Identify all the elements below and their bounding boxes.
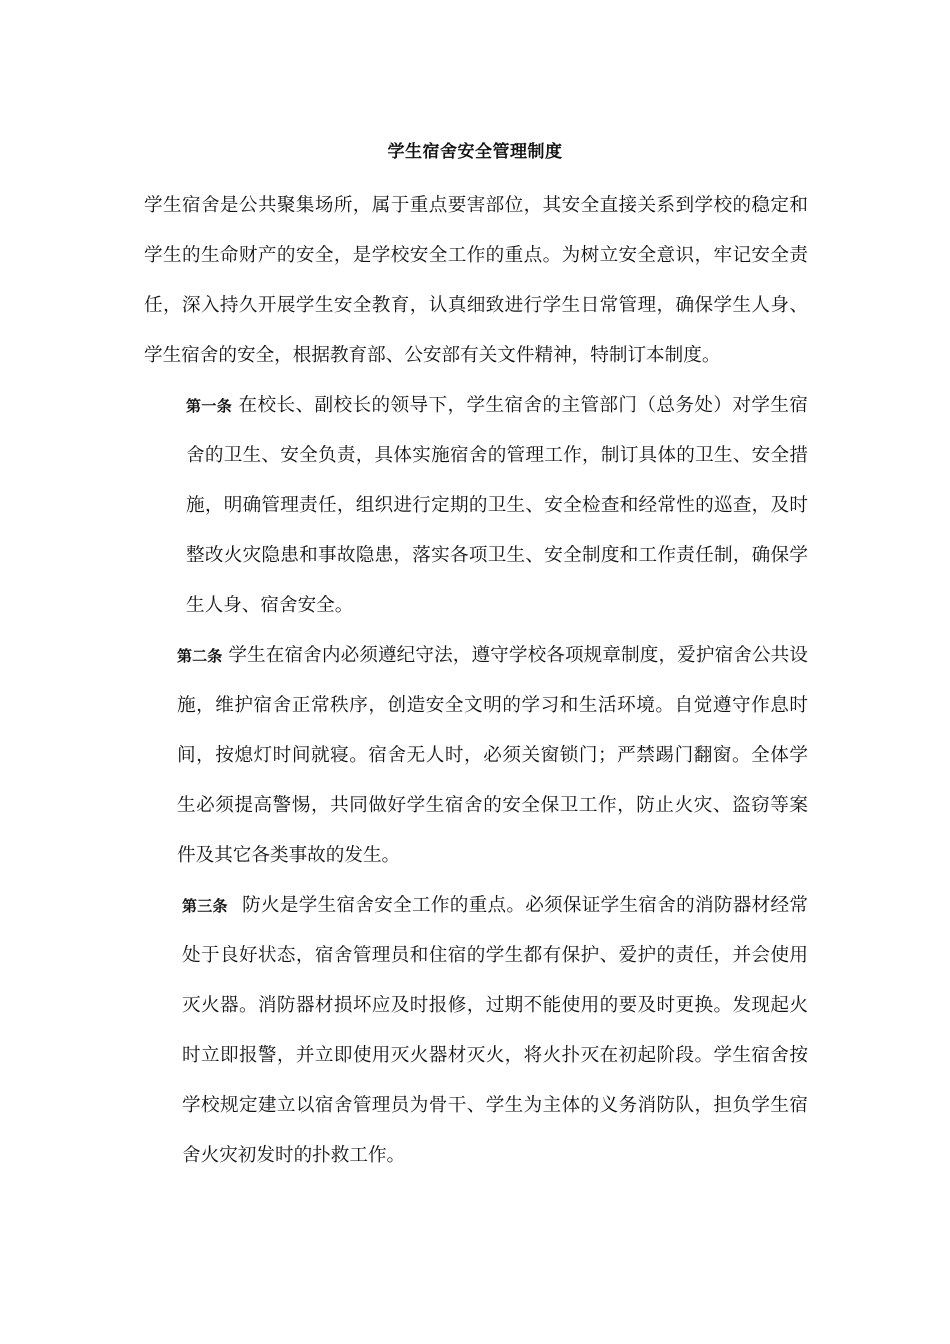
- article-1: [144, 381, 808, 631]
- document-body: [144, 181, 808, 1181]
- article-2-label: 第二条: [177, 647, 223, 665]
- article-3-text: 防火是学生宿舍安全工作的重点。必须保证学生宿舍的消防器材经常处于良好状态，宿舍管理员和住宿的学生都有保护、爱护的责任，并会使用灭火器。消防器材损坏应及时报修，过期不能使用的要及时更换。发现起火时立即报警，并立即使用灭火器材灭火，将火扑灭在初起阶段。学生宿舍按学校规定建立以宿舍管理员为骨干、学生为主体的义务消防队，担负学生宿舍火灾初发时的扑救工作。: [182, 895, 808, 1166]
- document-title: 学生宿舍安全管理制度: [387, 142, 563, 162]
- intro-paragraph: 学生宿舍是公共聚集场所，属于重点要害部位，其安全直接关系到学校的稳定和学生的生命财产的安全，是学校安全工作的重点。为树立安全意识，牢记安全责任，深入持久开展学生安全教育，认真细致进行学生日常管理，确保学生人身、学生宿舍的安全，根据教育部、公安部有关文件精神，特制订本制度。: [144, 195, 808, 366]
- article-1-text: 在校长、副校长的领导下，学生宿舍的主管部门（总务处）对学生宿舍的卫生、安全负责，具体实施宿舍的管理工作，制订具体的卫生、安全措施，明确管理责任，组织进行定期的卫生、安全检查和经常性的巡查，及时整改火灾隐患和事故隐患，落实各项卫生、安全制度和工作责任制，确保学生人身、宿舍安全。: [186, 395, 808, 616]
- article-1-label: 第一条: [186, 397, 233, 415]
- article-2-text: 学生在宿舍内必须遵纪守法，遵守学校各项规章制度，爱护宿舍公共设施，维护宿舍正常秩序，创造安全文明的学习和生活环境。自觉遵守作息时间，按熄灯时间就寝。宿舍无人时，必须关窗锁门；严禁踢门翻窗。全体学生必须提高警惕，共同做好学生宿舍的安全保卫工作，防止火灾、盗窃等案件及其它各类事故的发生。: [177, 645, 808, 866]
- article-2: [144, 631, 808, 881]
- article-3: [144, 881, 808, 1181]
- article-3-label: 第三条: [182, 897, 228, 915]
